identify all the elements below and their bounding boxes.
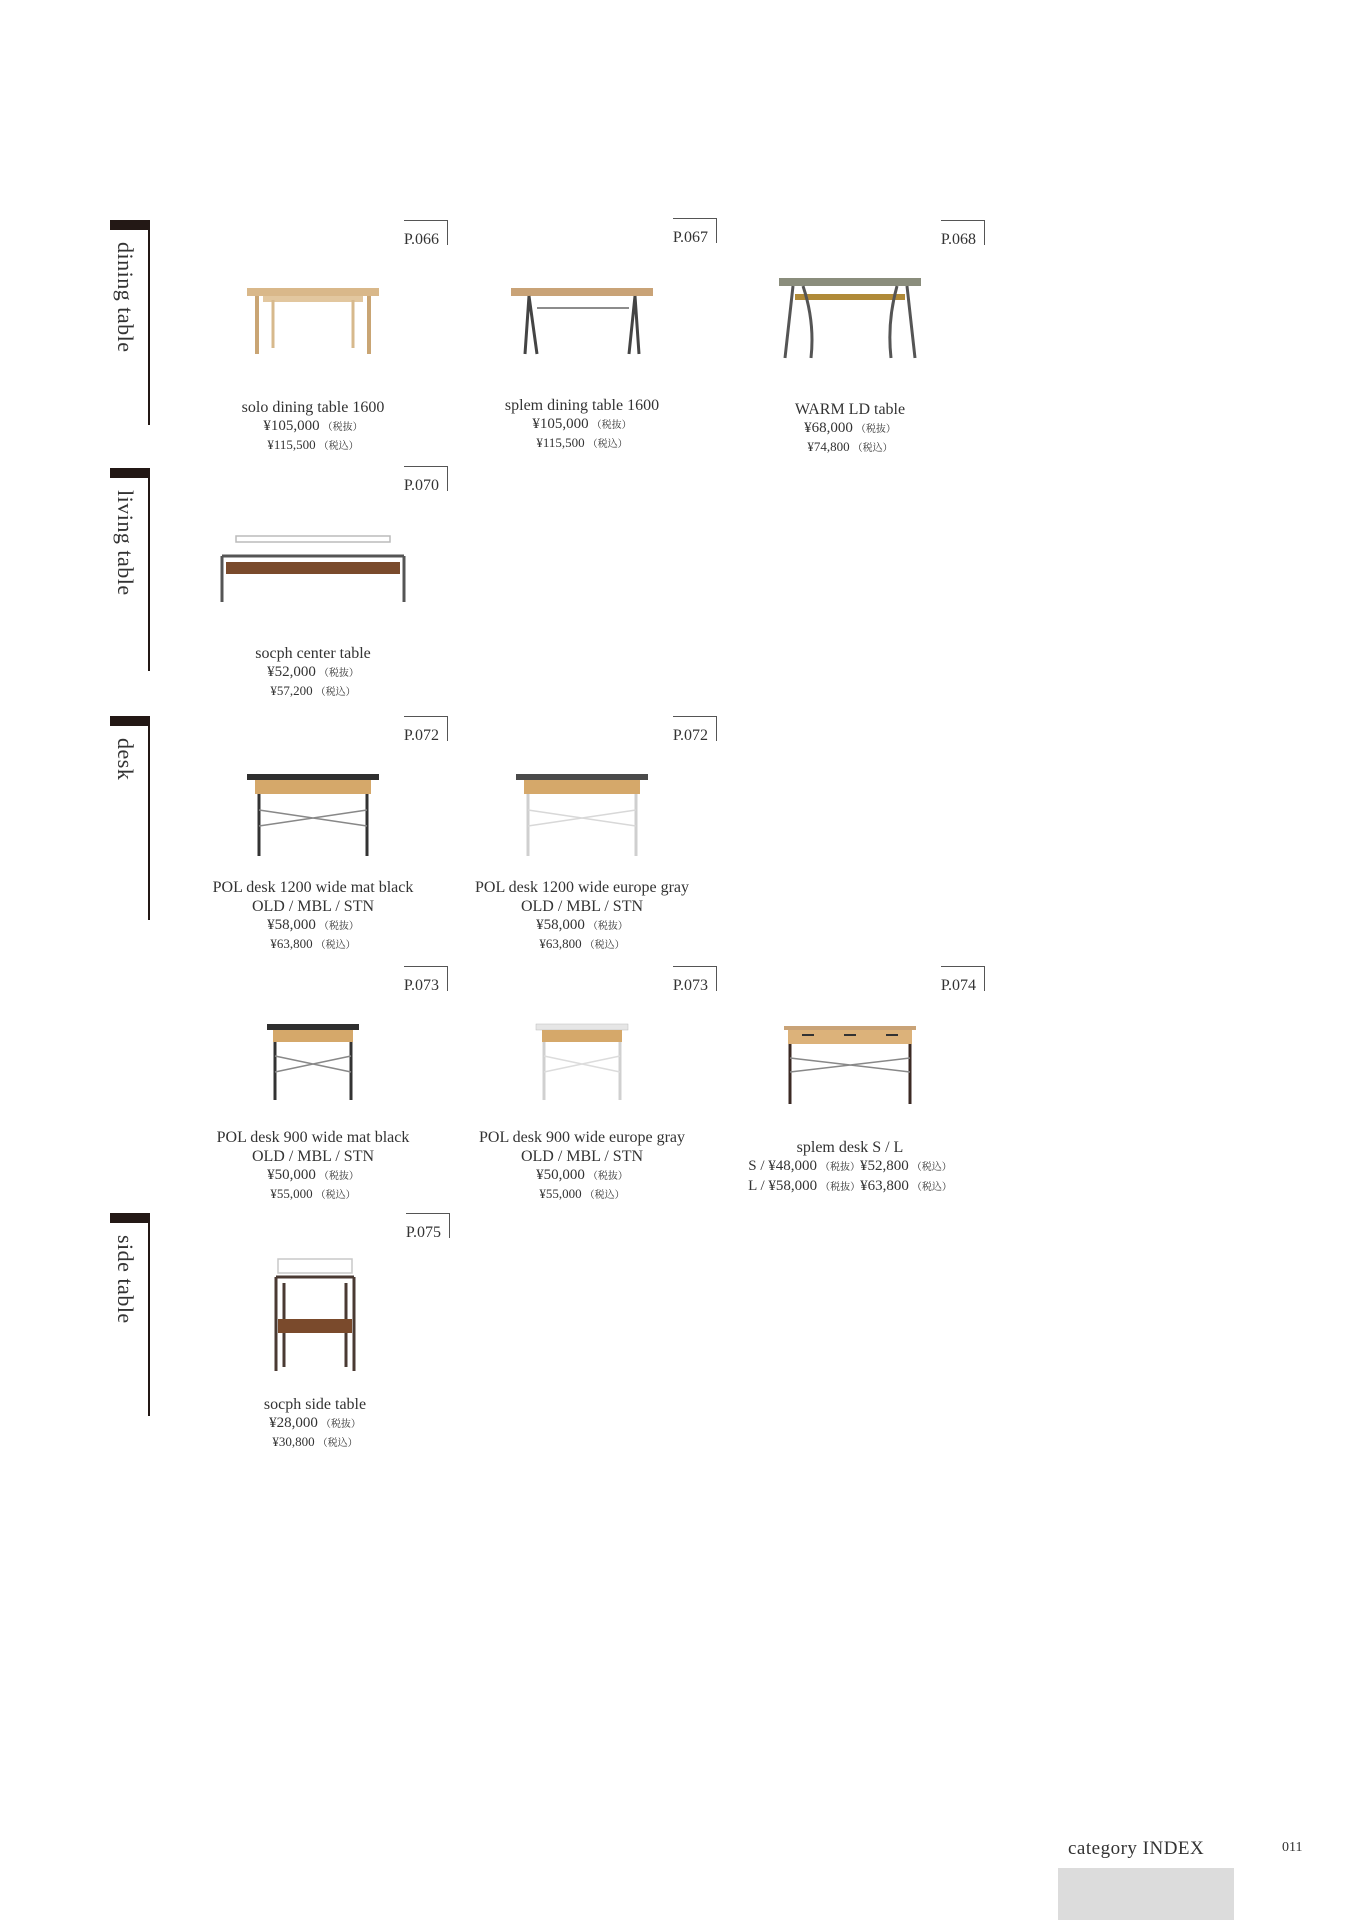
category-desk	[110, 716, 152, 920]
desk-icon	[447, 770, 717, 890]
product-name: socph center table	[255, 645, 371, 662]
product-pol-desk-900-europe-gray[interactable]	[447, 966, 717, 1206]
product-name: WARM LD table	[794, 401, 906, 418]
page-reference: P.074	[941, 966, 985, 991]
page-reference: P.072	[404, 716, 448, 741]
price-ex-tax: ¥68,000 （税抜）	[804, 420, 896, 436]
price-ex-tax: ¥105,000 （税抜）	[532, 416, 632, 432]
price-ex-tax: ¥58,000 （税抜）	[267, 917, 359, 933]
category-bar	[110, 716, 150, 726]
product-name: POL desk 1200 wide europe gray	[474, 879, 690, 896]
product-variant: OLD / MBL / STN	[251, 1148, 375, 1165]
price-incl-tax: ¥30,800 （税込）	[272, 1434, 358, 1449]
dining-table-icon	[447, 278, 717, 398]
side-table-icon	[180, 1257, 450, 1377]
product-pol-desk-1200-europe-gray[interactable]	[447, 716, 717, 956]
price-incl-tax: ¥63,800 （税込）	[270, 936, 356, 951]
product-name: splem dining table 1600	[504, 397, 660, 414]
product-pol-desk-1200-mat-black[interactable]	[178, 716, 448, 956]
product-name: POL desk 900 wide mat black	[216, 1129, 410, 1146]
product-splem-desk[interactable]	[715, 966, 985, 1206]
product-name: solo dining table 1600	[241, 399, 385, 416]
category-label: living table	[113, 490, 138, 596]
page-number: 011	[1282, 1840, 1303, 1855]
desk-icon	[178, 770, 448, 890]
product-solo-dining-table[interactable]	[178, 220, 448, 460]
product-socph-side-table[interactable]	[180, 1213, 450, 1453]
center-table-icon	[178, 532, 448, 652]
product-name: socph side table	[263, 1396, 367, 1413]
footer-tab	[1058, 1868, 1234, 1920]
page-reference: P.075	[406, 1213, 450, 1238]
category-living-table	[110, 468, 152, 671]
price-incl-tax: ¥115,500 （税込）	[536, 435, 628, 450]
page-reference: P.067	[673, 218, 717, 243]
price-incl-tax: ¥57,200 （税込）	[270, 683, 356, 698]
product-splem-dining-table[interactable]	[447, 218, 717, 458]
desk-icon	[178, 1020, 448, 1140]
product-name: POL desk 900 wide europe gray	[478, 1129, 686, 1146]
category-bar	[110, 1213, 150, 1223]
category-side-table	[110, 1213, 152, 1416]
table-icon	[715, 272, 985, 392]
product-variant: OLD / MBL / STN	[520, 1148, 644, 1165]
dining-table-icon	[178, 280, 448, 400]
price-ex-tax: ¥52,000 （税抜）	[267, 664, 359, 680]
price-size-s: S / ¥48,000 （税抜）¥52,800 （税込）	[748, 1158, 952, 1174]
page-reference: P.073	[673, 966, 717, 991]
category-bar	[110, 468, 150, 478]
price-incl-tax: ¥115,500 （税込）	[267, 437, 359, 452]
price-incl-tax: ¥55,000 （税込）	[270, 1186, 356, 1201]
category-label: desk	[113, 738, 138, 781]
price-ex-tax: ¥58,000 （税抜）	[536, 917, 628, 933]
category-label: side table	[113, 1235, 138, 1324]
category-rule	[148, 468, 150, 671]
price-incl-tax: ¥74,800 （税込）	[807, 439, 893, 454]
price-ex-tax: ¥50,000 （税抜）	[267, 1167, 359, 1183]
category-rule	[148, 220, 150, 425]
page-reference: P.068	[941, 220, 985, 245]
category-bar	[110, 220, 150, 230]
page-reference: P.070	[404, 466, 448, 491]
desk-icon	[447, 1020, 717, 1140]
page-reference: P.073	[404, 966, 448, 991]
price-incl-tax: ¥55,000 （税込）	[539, 1186, 625, 1201]
product-name: splem desk S / L	[796, 1139, 904, 1156]
price-incl-tax: ¥63,800 （税込）	[539, 936, 625, 951]
product-pol-desk-900-mat-black[interactable]	[178, 966, 448, 1206]
category-dining-table	[110, 220, 152, 425]
product-variant: OLD / MBL / STN	[520, 898, 644, 915]
product-socph-center-table[interactable]	[178, 466, 448, 706]
price-size-l: L / ¥58,000 （税抜）¥63,800 （税込）	[748, 1178, 952, 1194]
desk-icon	[715, 1022, 985, 1142]
page-reference: P.072	[673, 716, 717, 741]
category-label: dining table	[113, 242, 138, 353]
footer-title: category INDEX	[1068, 1838, 1205, 1859]
category-rule	[148, 1213, 150, 1416]
product-variant: OLD / MBL / STN	[251, 898, 375, 915]
page-reference: P.066	[404, 220, 448, 245]
product-warm-ld-table[interactable]	[715, 220, 985, 460]
product-name: POL desk 1200 wide mat black	[212, 879, 414, 896]
price-ex-tax: ¥28,000 （税抜）	[269, 1415, 361, 1431]
price-ex-tax: ¥50,000 （税抜）	[536, 1167, 628, 1183]
category-rule	[148, 716, 150, 920]
price-ex-tax: ¥105,000 （税抜）	[263, 418, 363, 434]
